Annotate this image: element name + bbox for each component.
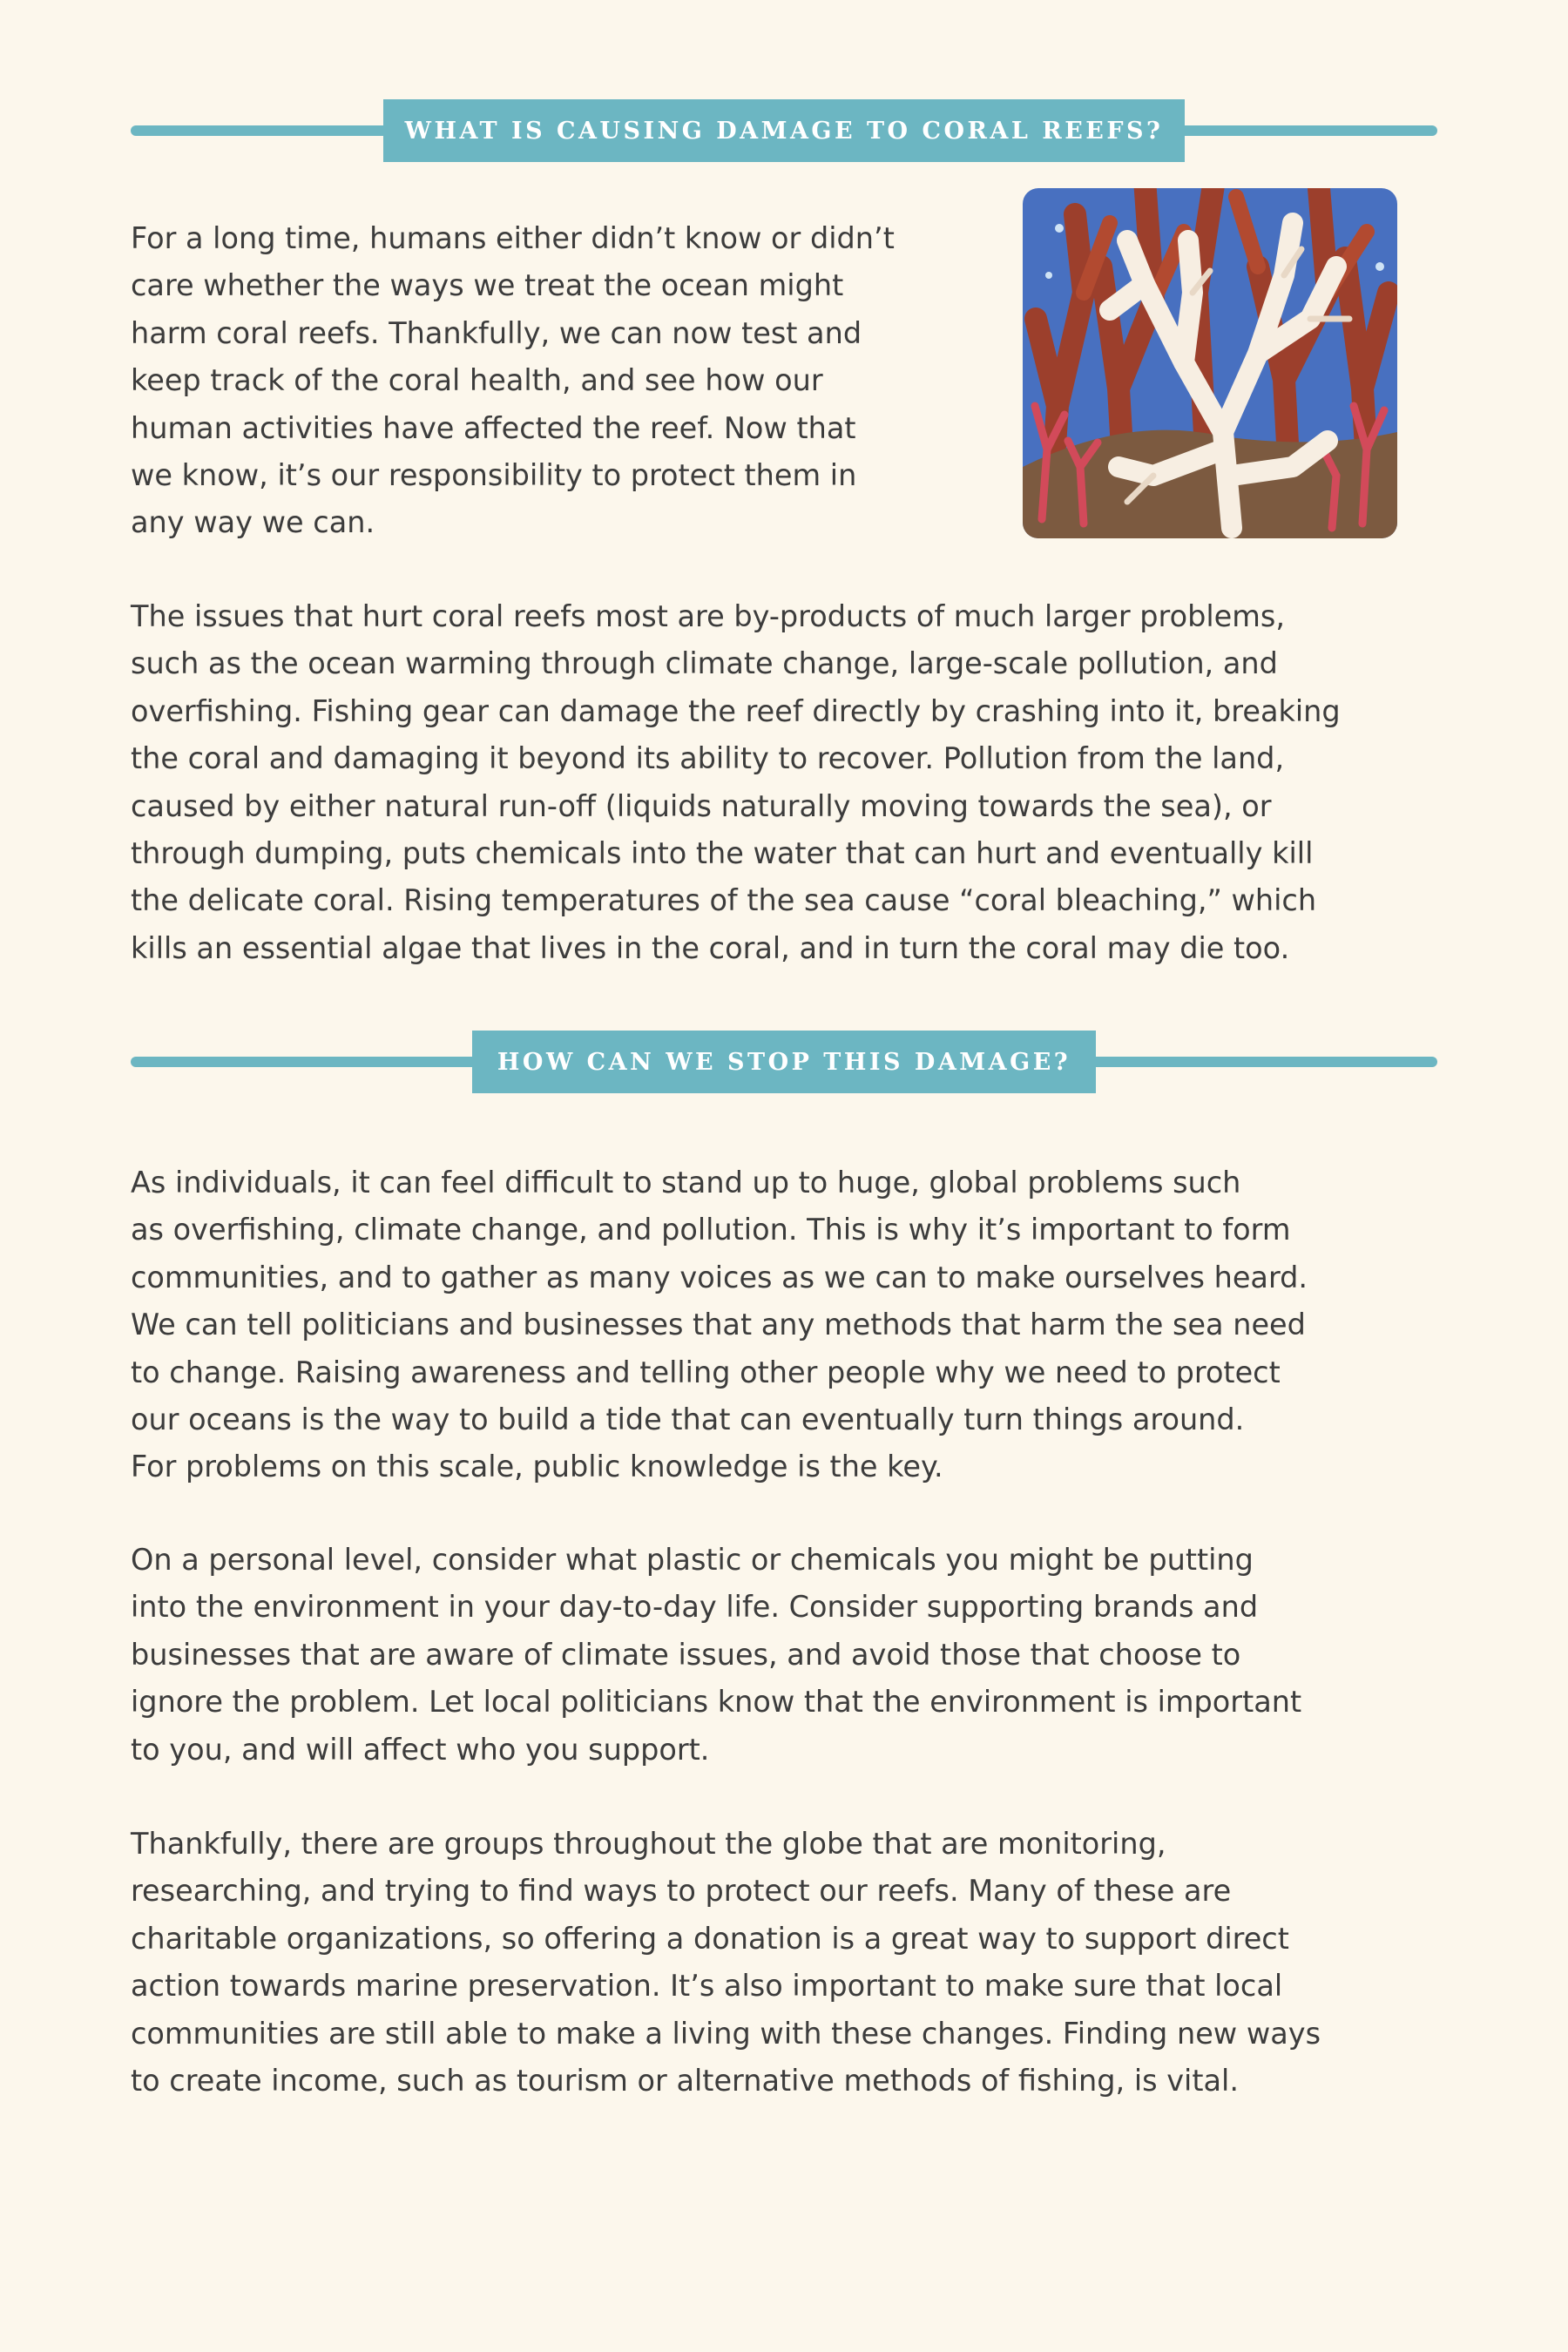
text-line: On a personal level, consider what plastic or chemicals you might be putting — [131, 1543, 1254, 1577]
text-line: to create income, such as tourism or alternative methods of fishing, is vital. — [131, 2064, 1239, 2099]
text-line: to you, and will affect who you support. — [131, 1732, 710, 1767]
text-line: keep track of the coral health, and see how our — [131, 363, 823, 398]
section-heading-banner — [131, 1031, 1437, 1093]
text-line: overfishing. Fishing gear can damage the reef directly by crashing into it, breaking — [131, 693, 1341, 728]
text-line: such as the ocean warming through climate change, large-scale pollution, and — [131, 646, 1278, 681]
text-line: human activities have affected the reef. Now that — [131, 410, 856, 445]
text-line: we know, it’s our responsibility to protect them in — [131, 458, 857, 493]
text-line: our oceans is the way to build a tide that can eventually turn things around. — [131, 1402, 1245, 1437]
text-line: the coral and damaging it beyond its ability to recover. Pollution from the land, — [131, 741, 1285, 776]
body-paragraph — [131, 1537, 1301, 1774]
text-line: into the environment in your day-to-day life. Consider supporting brands and — [131, 1590, 1259, 1625]
intro-paragraph — [131, 215, 895, 547]
text-line: ignore the problem. Let local politicians know that the environment is important — [131, 1685, 1302, 1720]
text-line: kills an essential algae that lives in the coral, and in turn the coral may die too. — [131, 930, 1290, 965]
text-line: to change. Raising awareness and telling other people why we need to protect — [131, 1355, 1281, 1389]
text-line: businesses that are aware of climate issues, and avoid those that choose to — [131, 1637, 1241, 1672]
text-line: For a long time, humans either didn’t know or didn’t — [131, 221, 895, 255]
text-line: communities, and to gather as many voices as we can to make ourselves heard. — [131, 1260, 1308, 1294]
section-heading: HOW CAN WE STOP THIS DAMAGE? — [472, 1031, 1096, 1093]
body-paragraph — [131, 1821, 1321, 2105]
section-heading-banner — [131, 99, 1437, 162]
text-line: For problems on this scale, public knowledge is the key. — [131, 1450, 943, 1484]
text-line: caused by either natural run-off (liquids naturally moving towards the sea), or — [131, 788, 1272, 823]
body-paragraph — [131, 1159, 1308, 1491]
text-line: through dumping, puts chemicals into the water that can hurt and eventually kill — [131, 836, 1314, 871]
text-line: charitable organizations, so offering a donation is a great way to support direct — [131, 1921, 1289, 1956]
text-line: We can tell politicians and businesses that any methods that harm the sea need — [131, 1308, 1306, 1342]
causes-paragraph — [131, 593, 1341, 972]
text-line: care whether the ways we treat the ocean might — [131, 268, 844, 303]
text-line: any way we can. — [131, 505, 375, 540]
text-line: As individuals, it can feel difficult to stand up to huge, global problems such — [131, 1166, 1241, 1200]
text-line: researching, and trying to find ways to protect our reefs. Many of these are — [131, 1874, 1232, 1909]
text-line: as overfishing, climate change, and pollution. This is why it’s important to form — [131, 1213, 1291, 1247]
text-line: communities are still able to make a living with these changes. Finding new ways — [131, 2016, 1321, 2051]
text-line: harm coral reefs. Thankfully, we can now test and — [131, 315, 862, 350]
section-heading: WHAT IS CAUSING DAMAGE TO CORAL REEFS? — [383, 99, 1185, 162]
text-line: the delicate coral. Rising temperatures of the sea cause “coral bleaching,” which — [131, 883, 1317, 918]
text-line: The issues that hurt coral reefs most are by-products of much larger problems, — [131, 599, 1286, 633]
text-line: Thankfully, there are groups throughout the globe that are monitoring, — [131, 1827, 1166, 1861]
bleached-coral-illustration — [1023, 188, 1397, 538]
text-line: action towards marine preservation. It’s also important to make sure that local — [131, 1969, 1283, 2004]
